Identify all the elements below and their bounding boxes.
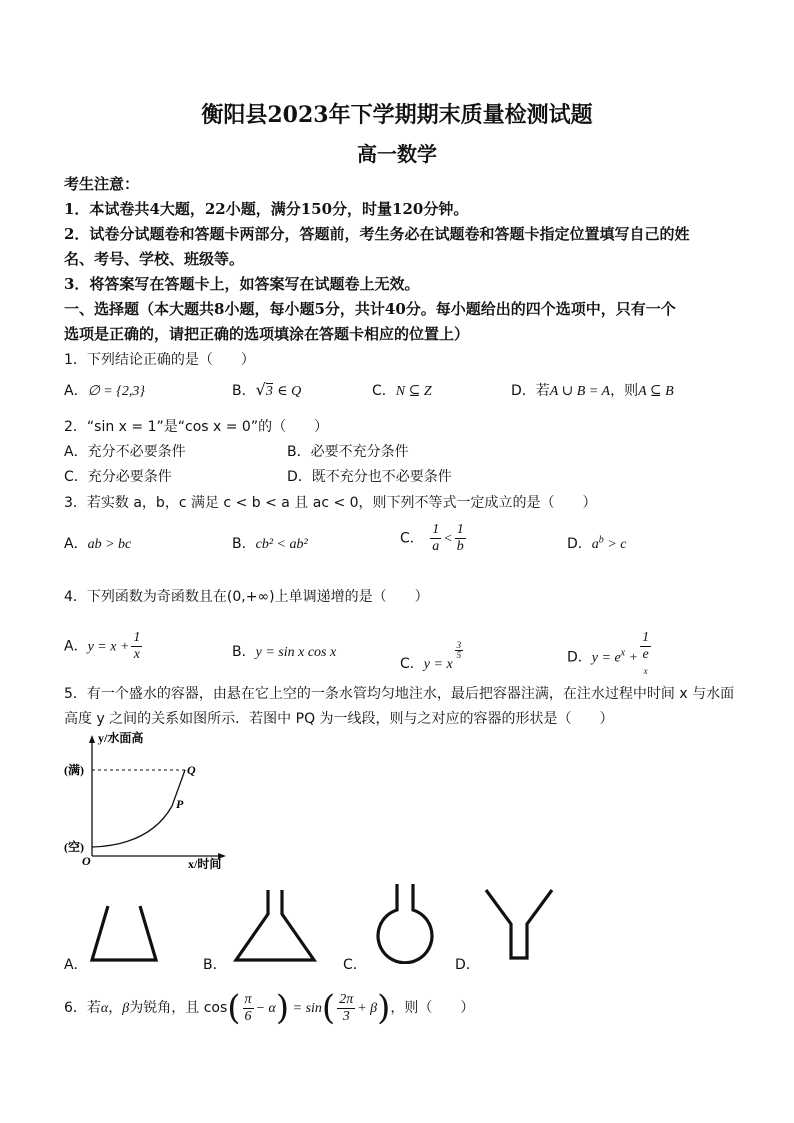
q1-stem: 1．下列结论正确的是（ ） [64,352,255,368]
q4-option-c: C．y = x $\frac{3}{5}$ [400,640,462,672]
graph-x-label: x/时间 [188,857,222,870]
exam-title: 衡阳县2023年下学期期末质量检测试题 [201,102,593,128]
q6-stem: 6．若α，β为锐角，且 cos( $\frac{\pi}{6}$ − α) = sin( $\frac{2\pi}{3}$ + β)，则（ ） [64,988,475,1028]
q5-stem-1: 5．有一个盛水的容器，由悬在它上空的一条水管均匀地注水，最后把容器注满，在注水过程中时间 x 与水面 [64,686,735,702]
q4-option-a: A．y = x + $\frac{1}{x}$ [64,630,141,662]
height-curve [92,770,185,847]
q3-option-b: B．cb² < ab² [232,536,308,552]
q4-stem: 4．下列函数为奇函数且在(0,+∞)上单调递增的是（ ） [64,589,429,605]
q3-option-c: C． $\frac{1}{a}$ < $\frac{1}{b}$ [400,522,464,554]
q5-option-d-label: D． [455,957,480,973]
exam-subtitle: 高一数学 [357,142,437,166]
notice-heading: 考生注意： [64,175,140,193]
q2-option-d: D．既不充分也不必要条件 [287,469,452,485]
graph-point-p: P [176,797,184,811]
q4-option-b: B．y = sin x cos x [232,644,337,660]
graph-full-label: (满) [64,763,84,777]
q3-stem: 3．若实数 a，b，c 满足 c < b < a 且 ac < 0，则下列不等式一定成立的是（ ） [64,495,597,511]
graph-point-q: Q [187,763,196,777]
q5-option-c-label: C． [343,957,367,973]
notice-item-2-cont: 名、考号、学校、班级等。 [64,250,245,268]
q1-option-c: C．N ⊆ Z [372,383,432,399]
notice-item-3: 3．将答案写在答题卡上，如答案写在试题卷上无效。 [64,275,420,293]
water-height-graph [60,730,230,870]
q1-option-a: A．∅ = {2,3} [64,383,145,399]
graph-origin-label: O [82,854,91,868]
section-heading-cont: 选项是正确的，请把正确的选项填涂在答题卡相应的位置上） [64,325,470,343]
q1-option-d: D．若A ∪ B = A，则A ⊆ B [511,383,674,399]
q5-stem-2: 高度 y 之间的关系如图所示．若图中 PQ 为一线段，则与之对应的容器的形状是（ ） [64,711,614,727]
q3-option-d: D．$a^b > c$ [567,534,627,552]
container-a-shape [88,900,160,964]
q4-option-d: D．$y = e^x$ + 1 e $^x$ [567,630,650,676]
graph-empty-label: (空) [64,840,84,854]
graph-y-label: y/水面高 [98,731,144,745]
q5-option-a-label: A． [64,957,88,973]
q2-stem: 2．“sin x = 1”是“cos x = 0”的（ ） [64,419,329,435]
notice-item-1: 1．本试卷共4大题，22小题，满分150分，时量120分钟。 [64,200,469,218]
container-b-shape [230,886,320,964]
y-axis-arrow-icon [89,735,95,743]
section-heading: 一、选择题（本大题共8小题，每小题5分，共计40分。每小题给出的四个选项中，只有一个 [64,300,676,318]
notice-item-2: 2．试卷分试题卷和答题卡两部分，答题前，考生务必在试题卷和答题卡指定位置填写自己的姓 [64,225,690,243]
q2-option-c: C．充分必要条件 [64,469,172,485]
q3-option-a: A．ab > bc [64,536,132,552]
container-c-shape [370,880,440,964]
q1-option-b: B．√3 ∈ Q [232,380,302,399]
q5-option-b-label: B． [203,957,227,973]
container-d-shape [482,884,556,964]
q2-option-b: B．必要不充分条件 [287,444,409,460]
q2-option-a: A．充分不必要条件 [64,444,186,460]
